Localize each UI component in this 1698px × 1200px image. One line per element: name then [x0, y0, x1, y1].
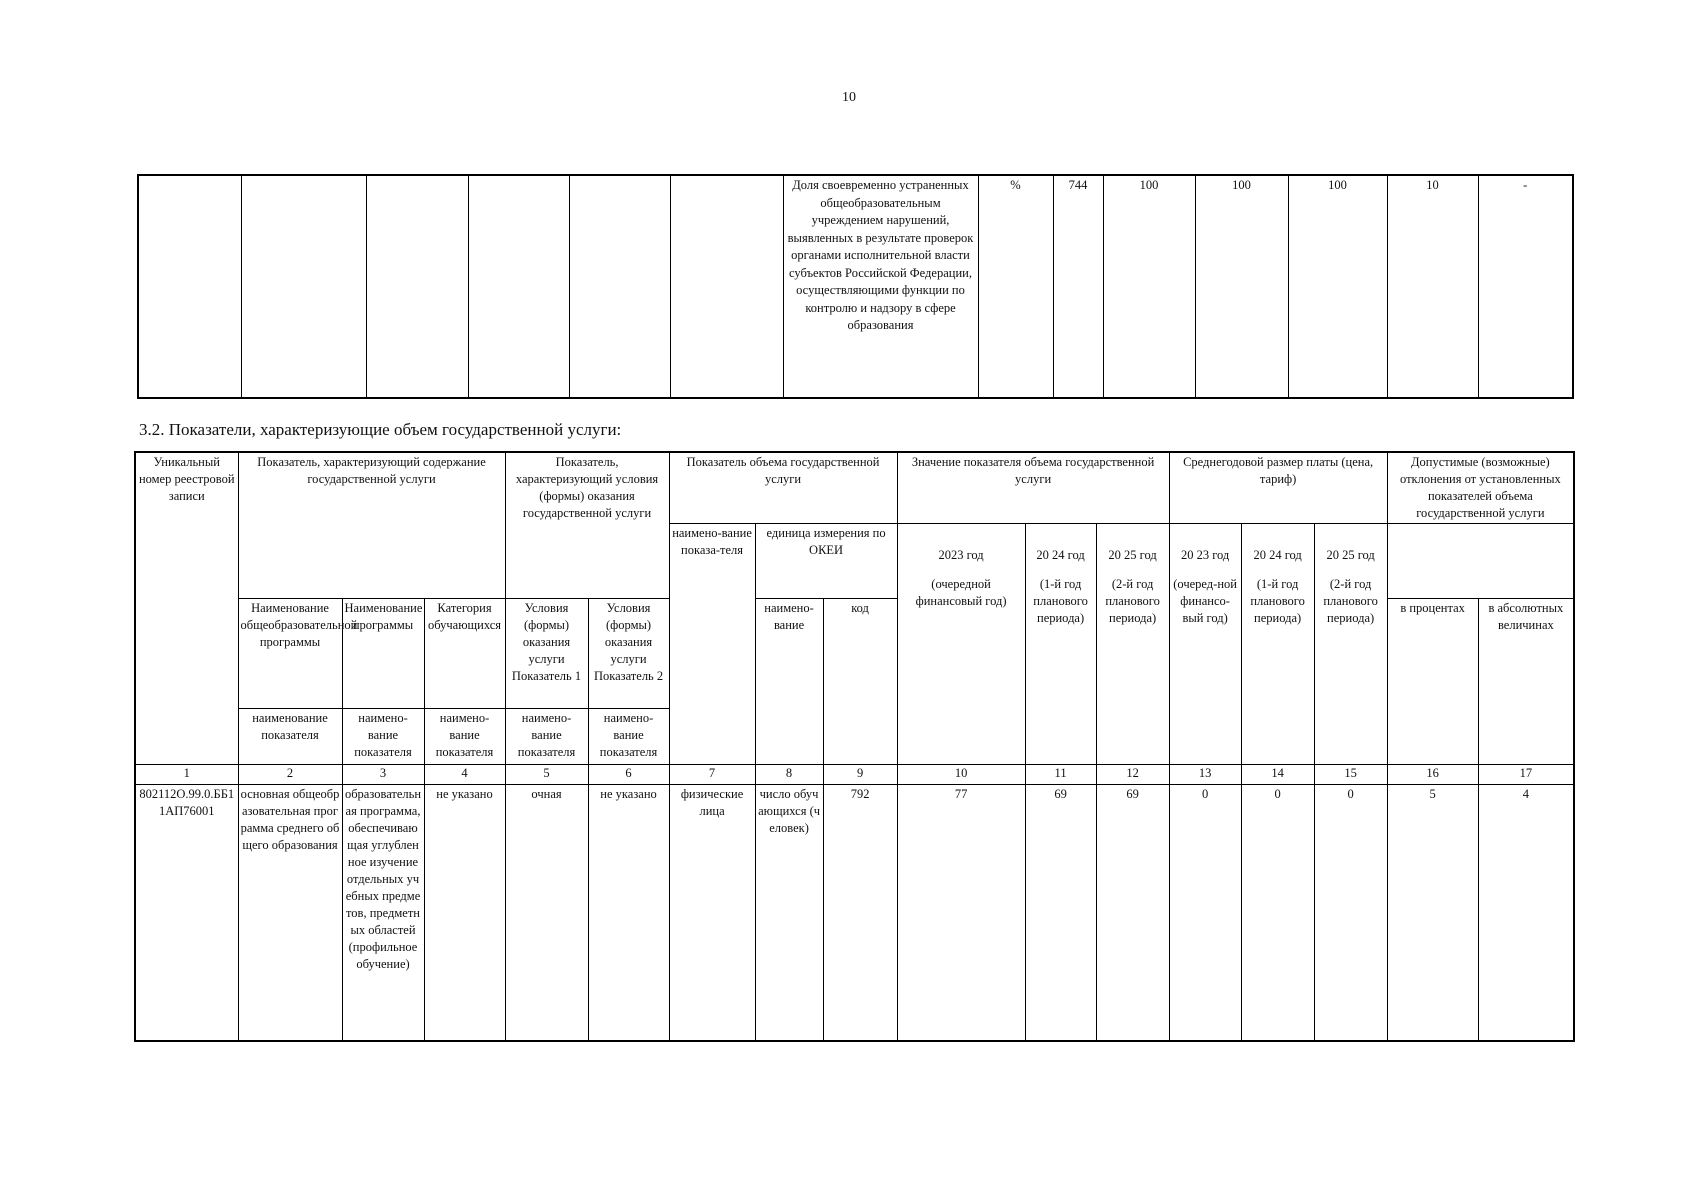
indicator-name: Доля своевременно устраненных общеобразовательным учреждением нарушений, выявленных в результате проверок органами исполнительной власти субъектов Российской Федерации, осуществляющими функции по контролю и надзору в сфере образования — [783, 175, 978, 398]
header-program: Наименование программы — [342, 599, 424, 709]
header-indicator-name-4: наимено-вание показателя — [505, 709, 588, 765]
header-volume-name: наимено-вание показа-теля — [669, 524, 755, 765]
column-number: 10 — [897, 765, 1025, 785]
header-indicator-name-3: наимено-вание показателя — [424, 709, 505, 765]
column-number: 3 — [342, 765, 424, 785]
header-okei-unit: единица измерения по ОКЕИ — [755, 524, 897, 599]
fee-2023-desc: (очеред-ной финансо-вый год) — [1173, 577, 1237, 625]
header-indicator-name-1: наименование показателя — [238, 709, 342, 765]
column-number: 16 — [1387, 765, 1478, 785]
header-okei-code: код — [823, 599, 897, 765]
column-number: 15 — [1314, 765, 1387, 785]
column-number: 7 — [669, 765, 755, 785]
program: образовательная программа, обеспечивающая углубленное изучение отдельных учебных предметов, предметных областей (профильное обучение) — [342, 785, 424, 1042]
empty-cell — [468, 175, 569, 398]
unit-name: число обучающихся (человек) — [755, 785, 823, 1042]
header-program-name: Наименование общеобразовательной программы — [238, 599, 342, 709]
section-title: 3.2. Показатели, характеризующие объем государственной услуги: — [139, 420, 622, 439]
header-volume-group: Показатель объема государственной услуги — [669, 452, 897, 524]
empty-cell — [366, 175, 468, 398]
column-number: 4 — [424, 765, 505, 785]
header-year-2023 — [897, 524, 1025, 765]
year-2024-desc: (1-й год планового периода) — [1033, 577, 1088, 625]
empty-cell — [138, 175, 241, 398]
year-2025-desc: (2-й год планового периода) — [1105, 577, 1160, 625]
year-2025-label: 20 25 год — [1108, 548, 1157, 562]
category: не указано — [424, 785, 505, 1042]
fee-2025-desc: (2-й год планового периода) — [1323, 577, 1378, 625]
header-year-2024 — [1025, 524, 1096, 765]
dev-percent: 5 — [1387, 785, 1478, 1042]
column-number: 5 — [505, 765, 588, 785]
header-fee-2023 — [1169, 524, 1241, 765]
header-conditions-group: Показатель, характеризующий условия (формы) оказания государственной услуги — [505, 452, 669, 599]
column-number: 12 — [1096, 765, 1169, 785]
column-number: 11 — [1025, 765, 1096, 785]
year-2023-label: 2023 год — [938, 548, 984, 562]
column-number-row — [135, 765, 1574, 785]
unit-code: 792 — [823, 785, 897, 1042]
header-deviation-group: Допустимые (возможные) отклонения от установленных показателей объема государственной услуги — [1387, 452, 1574, 524]
fee-2024-label: 20 24 год — [1253, 548, 1302, 562]
condition-2: не указано — [588, 785, 669, 1042]
dev-absolute: 4 — [1478, 785, 1574, 1042]
column-number: 2 — [238, 765, 342, 785]
header-category: Категория обучающихся — [424, 599, 505, 709]
fee-2025: 0 — [1314, 785, 1387, 1042]
year-2023-desc: (очередной финансовый год) — [915, 577, 1007, 608]
condition-1: очная — [505, 785, 588, 1042]
column-number: 1 — [135, 765, 238, 785]
header-fee-2025 — [1314, 524, 1387, 765]
header-year-2025 — [1096, 524, 1169, 765]
empty-cell — [569, 175, 670, 398]
empty-cell — [241, 175, 366, 398]
fee-2025-label: 20 25 год — [1326, 548, 1375, 562]
header-registry-number: Уникальный номер реестровой записи — [135, 452, 238, 765]
program-name: основная общеобразовательная программа среднего общего образования — [238, 785, 342, 1042]
value-2025: 69 — [1096, 785, 1169, 1042]
header-okei-name: наимено-вание — [755, 599, 823, 765]
value-2023: 77 — [897, 785, 1025, 1042]
header-dev-absolute: в абсолютных величинах — [1478, 599, 1574, 765]
column-number: 8 — [755, 765, 823, 785]
column-number: 9 — [823, 765, 897, 785]
column-number: 6 — [588, 765, 669, 785]
fee-2024-desc: (1-й год планового периода) — [1250, 577, 1305, 625]
registry-number: 802112О.99.0.ББ11АП76001 — [135, 785, 238, 1042]
deviation-absolute-cell: - — [1478, 175, 1573, 398]
header-content-group: Показатель, характеризующий содержание государственной услуги — [238, 452, 505, 599]
fee-2023-label: 20 23 год — [1180, 548, 1230, 562]
header-indicator-name-2: наимено-вание показателя — [342, 709, 424, 765]
fee-2024: 0 — [1241, 785, 1314, 1042]
column-number: 13 — [1169, 765, 1241, 785]
volume-indicators-table — [134, 451, 1575, 1042]
continuation-table — [137, 174, 1574, 399]
header-value-group: Значение показателя объема государственной услуги — [897, 452, 1169, 524]
header-condition-2: Условия (формы) оказания услуги Показатель 2 — [588, 599, 669, 709]
column-number: 17 — [1478, 765, 1574, 785]
fee-2023: 0 — [1169, 785, 1241, 1042]
volume-indicator: физические лица — [669, 785, 755, 1042]
unit-cell: % — [978, 175, 1053, 398]
value-2023-cell: 100 — [1103, 175, 1195, 398]
value-2024: 69 — [1025, 785, 1096, 1042]
page-number: 10 — [842, 90, 856, 105]
empty-cell — [670, 175, 783, 398]
value-2025-cell: 100 — [1288, 175, 1387, 398]
okei-code-cell: 744 — [1053, 175, 1103, 398]
header-indicator-name-5: наимено-вание показателя — [588, 709, 669, 765]
header-dev-percent: в процентах — [1387, 599, 1478, 765]
column-number: 14 — [1241, 765, 1314, 785]
table-row — [135, 785, 1574, 1042]
header-deviation-spacer — [1387, 524, 1574, 599]
header-condition-1: Условия (формы) оказания услуги Показатель 1 — [505, 599, 588, 709]
value-2024-cell: 100 — [1195, 175, 1288, 398]
year-2024-label: 20 24 год — [1036, 548, 1085, 562]
header-fee-2024 — [1241, 524, 1314, 765]
deviation-percent-cell: 10 — [1387, 175, 1478, 398]
header-fee-group: Среднегодовой размер платы (цена, тариф) — [1169, 452, 1387, 524]
